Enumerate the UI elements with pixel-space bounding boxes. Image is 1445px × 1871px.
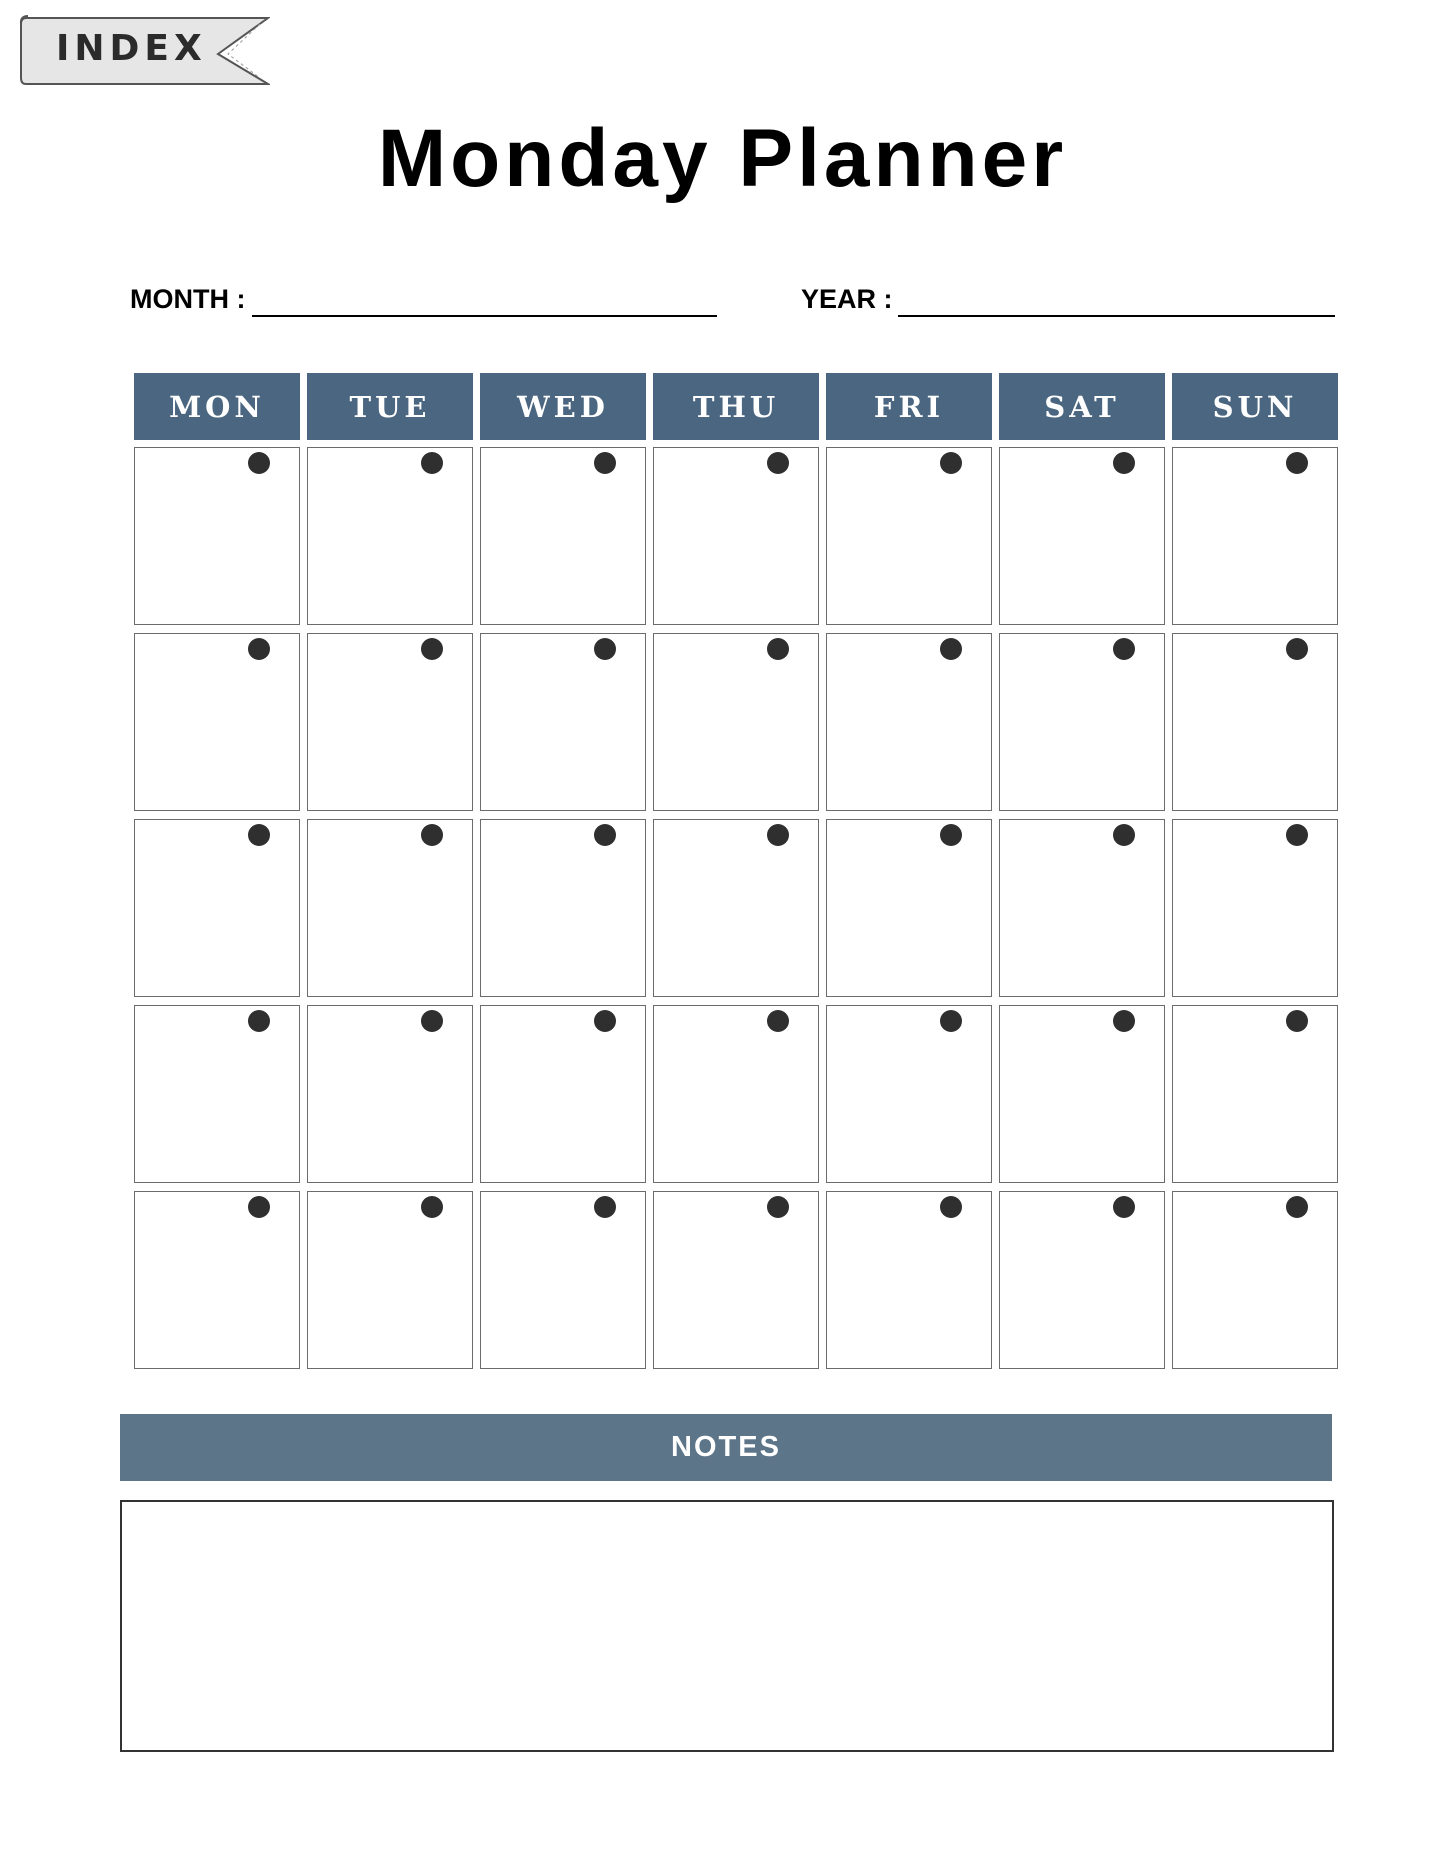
- dot-icon: [767, 452, 789, 474]
- day-cell-sat[interactable]: [999, 819, 1165, 997]
- day-cell-fri[interactable]: [826, 1191, 992, 1369]
- day-cell-sun[interactable]: [1172, 1005, 1338, 1183]
- dot-icon: [421, 452, 443, 474]
- dot-icon: [421, 638, 443, 660]
- day-cell-wed[interactable]: [480, 633, 646, 811]
- day-cell-thu[interactable]: [653, 1191, 819, 1369]
- dot-icon: [940, 824, 962, 846]
- day-header-mon: MON: [134, 373, 300, 440]
- dot-icon: [1113, 1196, 1135, 1218]
- dot-icon: [1286, 452, 1308, 474]
- day-cell-mon[interactable]: [134, 1191, 300, 1369]
- day-header-tue: TUE: [307, 373, 473, 440]
- dot-icon: [1113, 638, 1135, 660]
- dot-icon: [421, 824, 443, 846]
- dot-icon: [1286, 638, 1308, 660]
- year-input-line[interactable]: [898, 315, 1335, 317]
- day-cell-fri[interactable]: [826, 633, 992, 811]
- dot-icon: [767, 1196, 789, 1218]
- day-cell-tue[interactable]: [307, 1191, 473, 1369]
- dot-icon: [940, 452, 962, 474]
- dot-icon: [1286, 1010, 1308, 1032]
- day-cell-mon[interactable]: [134, 447, 300, 625]
- dot-icon: [421, 1010, 443, 1032]
- day-cell-fri[interactable]: [826, 819, 992, 997]
- dot-icon: [767, 638, 789, 660]
- day-cell-wed[interactable]: [480, 1005, 646, 1183]
- day-cell-sun[interactable]: [1172, 447, 1338, 625]
- dot-icon: [248, 1196, 270, 1218]
- day-cell-sun[interactable]: [1172, 633, 1338, 811]
- day-header-sun: SUN: [1172, 373, 1338, 440]
- dot-icon: [248, 1010, 270, 1032]
- day-header-fri: FRI: [826, 373, 992, 440]
- day-cell-mon[interactable]: [134, 1005, 300, 1183]
- day-cell-thu[interactable]: [653, 819, 819, 997]
- dot-icon: [248, 638, 270, 660]
- day-cell-tue[interactable]: [307, 633, 473, 811]
- day-cell-tue[interactable]: [307, 447, 473, 625]
- dot-icon: [248, 824, 270, 846]
- day-cell-sat[interactable]: [999, 1005, 1165, 1183]
- dot-icon: [248, 452, 270, 474]
- dot-icon: [940, 638, 962, 660]
- day-cell-sat[interactable]: [999, 447, 1165, 625]
- day-cell-mon[interactable]: [134, 819, 300, 997]
- dot-icon: [1286, 824, 1308, 846]
- day-cell-sat[interactable]: [999, 633, 1165, 811]
- dot-icon: [1113, 1010, 1135, 1032]
- day-cell-wed[interactable]: [480, 447, 646, 625]
- day-cell-mon[interactable]: [134, 633, 300, 811]
- day-cell-sat[interactable]: [999, 1191, 1165, 1369]
- dot-icon: [940, 1010, 962, 1032]
- day-cell-fri[interactable]: [826, 447, 992, 625]
- day-cell-thu[interactable]: [653, 633, 819, 811]
- day-cell-sun[interactable]: [1172, 819, 1338, 997]
- day-cell-thu[interactable]: [653, 447, 819, 625]
- dot-icon: [1113, 824, 1135, 846]
- dot-icon: [940, 1196, 962, 1218]
- dot-icon: [594, 638, 616, 660]
- index-tab-label: INDEX: [56, 28, 207, 69]
- day-cell-tue[interactable]: [307, 1005, 473, 1183]
- day-header-sat: SAT: [999, 373, 1165, 440]
- day-header-wed: WED: [480, 373, 646, 440]
- notes-area[interactable]: [120, 1500, 1334, 1752]
- day-cell-wed[interactable]: [480, 1191, 646, 1369]
- notes-header: NOTES: [120, 1414, 1332, 1481]
- day-cell-sun[interactable]: [1172, 1191, 1338, 1369]
- dot-icon: [594, 452, 616, 474]
- month-input-line[interactable]: [252, 315, 717, 317]
- dot-icon: [421, 1196, 443, 1218]
- dot-icon: [1286, 1196, 1308, 1218]
- index-tab-button[interactable]: [18, 14, 270, 86]
- day-cell-wed[interactable]: [480, 819, 646, 997]
- day-cell-thu[interactable]: [653, 1005, 819, 1183]
- dot-icon: [1113, 452, 1135, 474]
- day-header-thu: THU: [653, 373, 819, 440]
- dot-icon: [767, 824, 789, 846]
- dot-icon: [767, 1010, 789, 1032]
- dot-icon: [594, 1196, 616, 1218]
- dot-icon: [594, 824, 616, 846]
- day-cell-tue[interactable]: [307, 819, 473, 997]
- year-label: YEAR :: [801, 284, 893, 314]
- dot-icon: [594, 1010, 616, 1032]
- page-title: Monday Planner: [377, 113, 1068, 204]
- day-cell-fri[interactable]: [826, 1005, 992, 1183]
- month-label: MONTH :: [130, 284, 246, 314]
